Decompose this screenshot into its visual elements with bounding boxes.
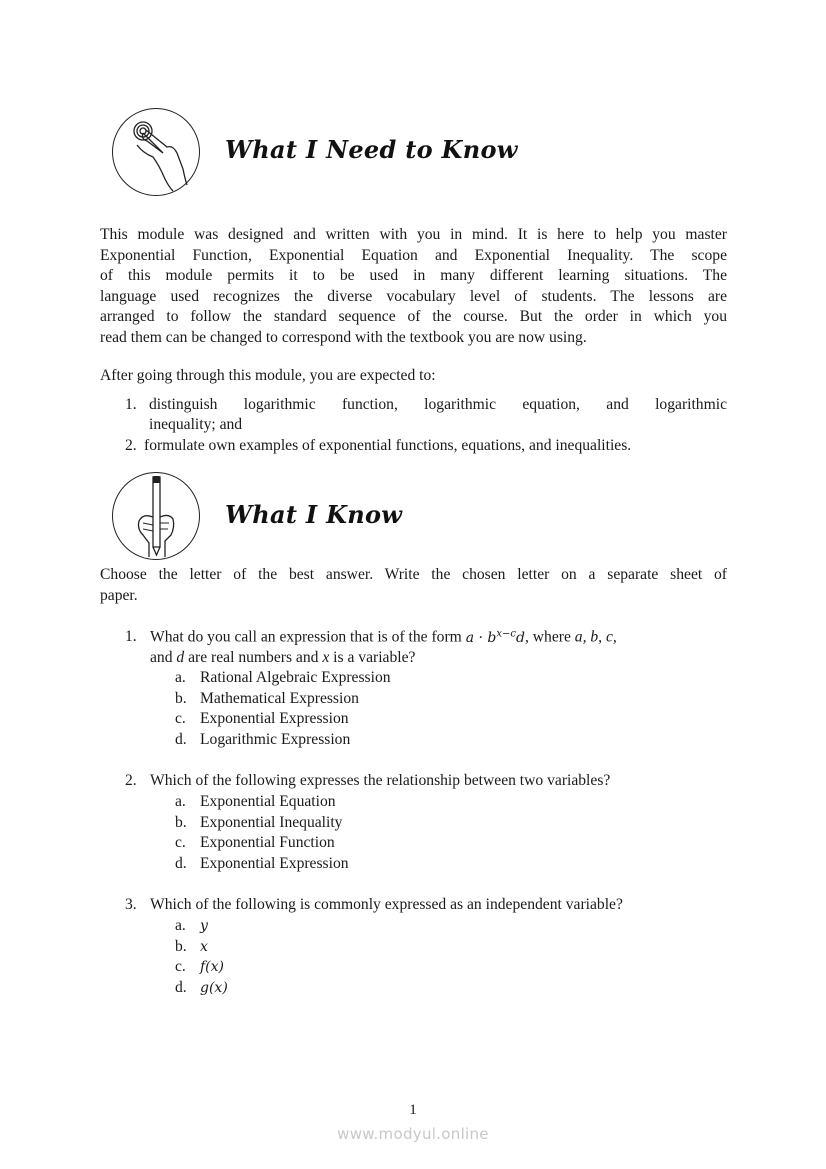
answer-option (175, 731, 350, 749)
question-text-part: , where (524, 628, 575, 646)
objective-text: formulate own examples of exponential functions, equations, and inequalities. (144, 437, 632, 454)
option-label: d. (175, 731, 187, 748)
question-text-part: are real numbers and (184, 649, 323, 666)
option-label: b. (175, 814, 187, 831)
paragraph-line: language used recognizes the diverse vocabulary level of students. The lessons are (100, 287, 727, 305)
answer-option (175, 669, 391, 687)
option-label: a. (175, 793, 186, 810)
option-label: b. (175, 690, 187, 707)
answer-option (175, 855, 349, 873)
answer-option (175, 814, 342, 832)
option-text: Logarithmic Expression (200, 731, 351, 748)
option-text: Exponential Expression (200, 710, 349, 727)
question-text-part: What do you call an expression that is of the form (150, 628, 466, 646)
page-number: 1 (409, 1102, 417, 1118)
option-label: a. (175, 669, 186, 686)
section-title-what-i-know: What I Know (225, 500, 403, 529)
option-text: Exponential Function (200, 834, 335, 851)
formula (466, 630, 525, 646)
option-label: a. (175, 917, 186, 934)
paragraph-line: Exponential Function, Exponential Equation and Exponential Inequality. The scope (100, 246, 727, 264)
answer-option (175, 834, 335, 852)
paragraph-line: This module was designed and written with you in mind. It is here to help you master (100, 226, 727, 243)
answer-option (175, 938, 208, 956)
option-text: Mathematical Expression (200, 690, 359, 707)
objective-text: inequality; and (149, 416, 243, 433)
question-text: Which of the following is commonly expressed as an independent variable? (150, 896, 623, 913)
question-text-line2 (150, 649, 415, 667)
option-text: y (200, 918, 208, 934)
option-text: Exponential Expression (200, 855, 349, 872)
question-text-part: is a variable? (329, 649, 416, 666)
question-text-part: and (150, 649, 177, 666)
option-text: Exponential Inequality (200, 814, 343, 831)
instruction-text: paper. (100, 587, 138, 604)
option-label: c. (175, 958, 186, 975)
option-text: f(x) (200, 959, 225, 975)
objective-number: 1. (125, 396, 137, 413)
answer-option (175, 710, 349, 728)
question-number: 1. (125, 628, 137, 645)
section-title-what-i-need-to-know: What I Need to Know (225, 135, 518, 164)
question-text (150, 628, 617, 647)
question-text: Which of the following expresses the relationship between two variables? (150, 772, 611, 789)
answer-option (175, 917, 208, 935)
answer-option (175, 979, 228, 997)
formula-tail: d (516, 629, 525, 646)
hand-holding-pencil-icon (112, 472, 200, 560)
paragraph-line: arranged to follow the standard sequence of the course. But the order in which you (100, 308, 727, 326)
instruction-text: Choose the letter of the best answer. Write the chosen letter on a separate sheet of (100, 566, 727, 583)
option-label: d. (175, 855, 187, 872)
watermark-text: www.modyul.online (337, 1125, 489, 1143)
hand-pointer-icon (112, 108, 200, 196)
answer-option (175, 958, 224, 976)
objective-text: distinguish logarithmic function, logarithmic equation, and logarithmic (149, 396, 727, 413)
objectives-intro: After going through this module, you are expected to: (100, 367, 436, 384)
option-label: c. (175, 834, 186, 851)
answer-option (175, 690, 359, 708)
variables: a, b, c, (574, 628, 617, 646)
question-number: 3. (125, 896, 137, 913)
variable-d: d (176, 649, 185, 666)
variable-x: x (322, 649, 330, 666)
objective-number: 2. (125, 437, 137, 454)
formula-base: a · b (465, 629, 497, 646)
paragraph-line: of this module permits it to be used in many different learning situations. The (100, 267, 727, 285)
answer-option (175, 793, 336, 811)
option-text: g(x) (200, 980, 228, 996)
option-label: c. (175, 710, 186, 727)
option-label: b. (175, 938, 187, 955)
question-number: 2. (125, 772, 137, 789)
option-text: Exponential Equation (200, 793, 336, 810)
option-text: x (200, 939, 208, 955)
option-label: d. (175, 979, 187, 996)
formula-exponent: x−c (496, 628, 516, 639)
option-text: Rational Algebraic Expression (200, 669, 391, 686)
paragraph-line: read them can be changed to correspond with the textbook you are now using. (100, 329, 587, 346)
